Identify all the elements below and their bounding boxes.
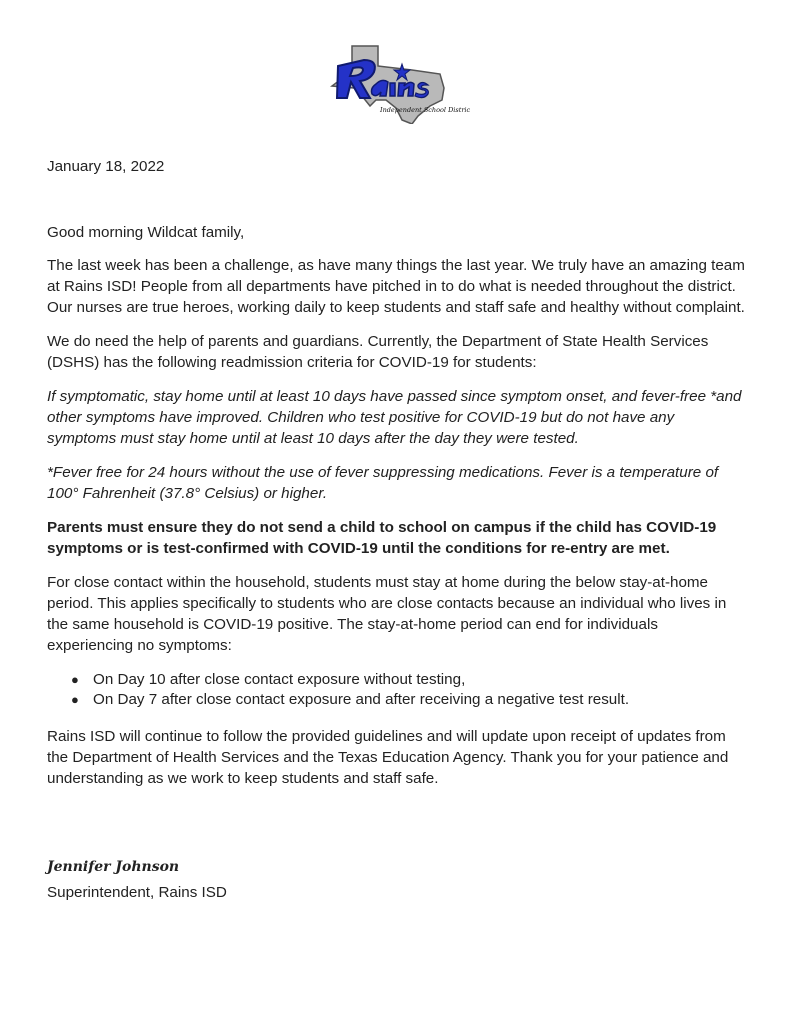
paragraph-symptomatic-guidance: If symptomatic, stay home until at least 10 days have passed since symptom onset, and fever-free *and other symptoms have improved. Children who test positive for COVID-19 but do not have any symptoms must stay home until at least 10 days after the day they were tested. (47, 388, 742, 447)
paragraph-parent-notice: Parents must ensure they do not send a child to school on campus if the child has COVID-19 symptoms or is test-confirmed with COVID-19 until the conditions for re-entry are met. (47, 519, 717, 557)
paragraph-fever-footnote: *Fever free for 24 hours without the use of fever suppressing medications. Fever is a temperature of 100° Fahrenheit (37.8° Celsius) or higher. (47, 464, 719, 502)
signature: Jennifer Johnson (47, 859, 180, 875)
stay-home-end-conditions (47, 670, 747, 710)
list-item-text: On Day 10 after close contact exposure without testing, (93, 671, 466, 688)
list-item (47, 690, 747, 710)
list-item-text: On Day 7 after close contact exposure and after receiving a negative test result. (93, 691, 630, 708)
bullet-icon: ● (71, 672, 79, 687)
greeting: Good morning Wildcat family, (47, 224, 245, 241)
letter-date: January 18, 2022 (47, 158, 165, 175)
logo-tagline: Independent School District (380, 106, 470, 114)
paragraph-closing: Rains ISD will continue to follow the provided guidelines and will update upon receipt of updates from the Department of Health Services and the Texas Education Agency. Thank you for your patience and understanding as we work to keep students and staff safe. (47, 728, 729, 787)
paragraph-household-contacts: For close contact within the household, students must stay at home during the below stay-at-home period. This applies specifically to students who are close contacts because an individual who lives in the same household is COVID-19 positive. The stay-at-home period can end for individuals experiencing no symptoms: (47, 574, 727, 654)
list-item (47, 670, 747, 690)
texas-state-logo-icon (320, 44, 470, 124)
bullet-icon: ● (71, 692, 79, 707)
district-logo (320, 44, 470, 124)
letter-body (47, 150, 747, 903)
paragraph-readmission-criteria: We do need the help of parents and guardians. Currently, the Department of State Health Services (DSHS) has the following readmission criteria for COVID-19 for students: (47, 333, 709, 371)
signer-title: Superintendent, Rains ISD (47, 884, 227, 901)
paragraph-intro: The last week has been a challenge, as have many things the last year. We truly have an amazing team at Rains ISD! People from all departments have pitched in to do what is needed throughout the district. Our nurses are true heroes, working daily to keep students and staff safe and healthy without complaint. (47, 257, 745, 316)
